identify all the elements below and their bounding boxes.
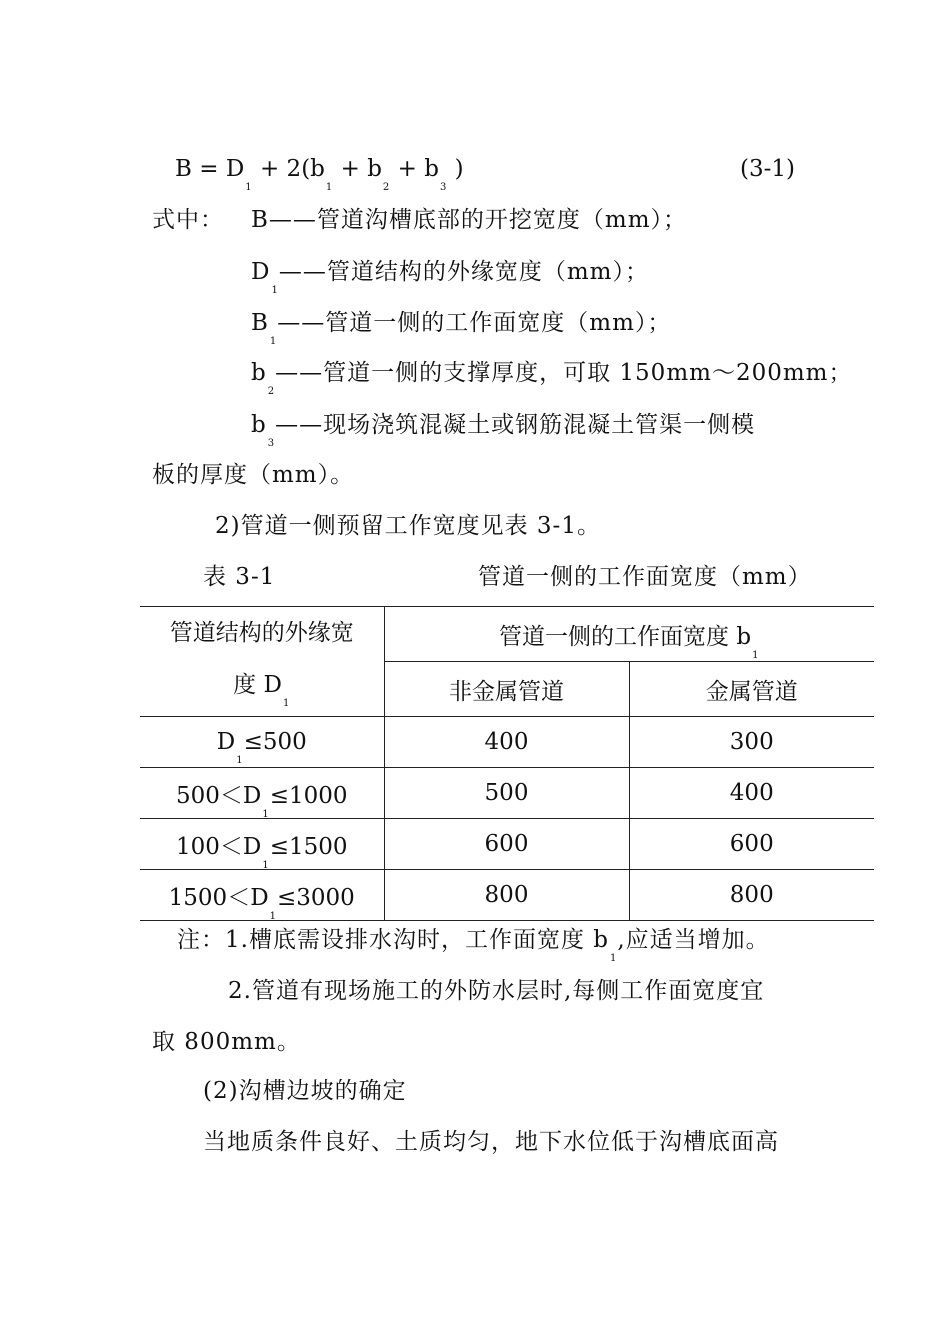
note-2: 2.管道有现场施工的外防水层时,每侧工作面宽度宜 [228,978,765,1004]
table-caption: 管道一侧的工作面宽度（mm） [478,564,812,590]
definition-B: B——管道沟槽底部的开挖宽度（mm）； [251,207,688,233]
definition-b3-continued: 板的厚度（mm）。 [152,462,355,488]
formula-rparen: ) [454,156,464,182]
range-pre: 1500＜D [168,884,269,911]
group-header-text: 管道一侧的工作面宽度 b [499,623,752,650]
col3-header: 金属管道 [629,662,874,717]
formula-plus: + [259,156,280,182]
table-row [140,870,874,921]
range-post: ≤3000 [277,884,355,911]
formula-d-sub: 1 [245,182,252,193]
formula-b2: b [367,156,382,182]
symbol: B [251,310,269,336]
note-1-pre: 注：1.槽底需设排水沟时，工作面宽度 b [177,927,609,953]
nonmetal-cell: 400 [384,717,629,768]
paragraph-table-reference: 2)管道一侧预留工作宽度见表 3-1。 [215,513,601,539]
symbol: D [251,259,271,285]
col1-header-line2 [140,659,384,716]
table-label: 表 3-1 [203,564,276,590]
definition-text: ——管道结构的外缘宽度（mm）； [278,259,649,285]
work-width-table [140,606,874,921]
formula-b1: b [310,156,325,182]
nonmetal-cell: 500 [384,768,629,819]
definition-D1 [251,257,649,296]
nonmetal-cell: 800 [384,870,629,921]
col1-header [140,607,384,717]
section-heading: (2)沟槽边坡的确定 [203,1078,407,1104]
symbol: b [251,412,267,438]
metal-cell: 300 [629,717,874,768]
symbol-sub: 3 [267,438,275,449]
table-row [140,717,874,768]
metal-cell: 800 [629,870,874,921]
range-post: ≤500 [243,729,307,755]
paragraph: 当地质条件良好、土质均匀，地下水位低于沟槽底面高 [203,1129,779,1155]
definition-text: ——管道一侧的支撑厚度，可取 150mm～200mm； [275,360,853,386]
formula-plus: + [397,156,417,182]
symbol: b [251,360,267,386]
range-sub: 1 [262,808,269,820]
definition-b3 [251,410,756,449]
range-sub: 1 [269,910,277,922]
range-sub: 1 [236,755,243,766]
col2-header: 非金属管道 [384,662,629,717]
equation-number: (3-1) [740,156,795,182]
table-row [140,768,874,819]
range-cell [140,819,384,870]
col1-header-line1: 管道结构的外缘宽 [169,620,354,646]
col1-header-text: 度 D [233,672,282,698]
formula-plus: + [340,156,360,182]
group-header [384,607,874,662]
note-1 [177,925,770,964]
symbol-sub: 2 [267,386,275,397]
formula-d: D [225,156,245,182]
definition-B1 [251,308,672,347]
note-2-continued: 取 800mm。 [152,1029,301,1055]
definition-text: ——管道一侧的工作面宽度（mm）； [277,310,672,336]
note-1-sub: 1 [609,953,617,964]
symbol-sub: 1 [269,336,277,347]
metal-cell: 400 [629,768,874,819]
formula-b3-sub: 3 [439,182,447,193]
definition-text: ——现场浇筑混凝土或钢筋混凝土管渠一侧模 [275,412,756,438]
formula-b2-sub: 2 [382,182,390,193]
formula-b3: b [424,156,439,182]
formula-coef: 2 [286,156,302,182]
formula-eq: = [199,156,219,182]
range-post: ≤1000 [269,782,348,809]
group-header-sub: 1 [752,649,759,661]
nonmetal-cell: 600 [384,819,629,870]
table-header-row [140,607,874,662]
range-pre: 100＜D [175,833,262,860]
table-row [140,819,874,870]
formula-b1-sub: 1 [325,182,333,193]
symbol-sub: 1 [271,285,278,296]
range-cell [140,717,384,768]
note-1-post: ,应适当增加。 [617,927,770,953]
formula [175,154,464,193]
formula-lparen: ( [301,156,311,182]
range-pre: D [216,729,236,755]
metal-cell: 600 [629,819,874,870]
range-cell [140,870,384,921]
range-post: ≤1500 [269,833,348,860]
range-cell [140,768,384,819]
col1-header-sub: 1 [282,698,290,709]
range-sub: 1 [262,859,269,871]
definitions-intro: 式中： [152,207,224,233]
range-pre: 500＜D [175,782,262,809]
formula-lhs: B [175,156,192,182]
definition-b2 [251,358,853,397]
